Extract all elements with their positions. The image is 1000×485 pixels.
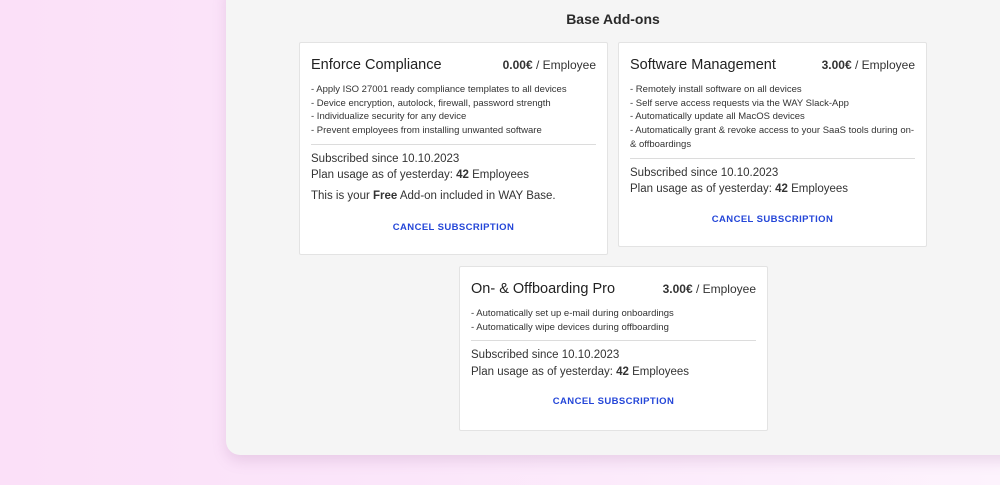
- subscribed-since: Subscribed since 10.10.2023: [471, 349, 620, 362]
- subscribed-since: Subscribed since 10.10.2023: [311, 152, 460, 165]
- feature-item: - Automatically set up e-mail during onboardings: [471, 308, 674, 319]
- feature-item: - Remotely install software on all devices: [630, 84, 802, 95]
- price-amount: 3.00€: [821, 58, 852, 72]
- free-addon-note: [311, 190, 596, 202]
- price-amount: 0.00€: [502, 58, 533, 72]
- subscribed-since: Subscribed since 10.10.2023: [630, 166, 779, 179]
- feature-item: - Individualize security for any device: [311, 111, 467, 123]
- price-unit: / Employee: [692, 282, 756, 296]
- usage-suffix: Employees: [787, 183, 849, 196]
- usage-suffix: Employees: [468, 169, 530, 182]
- card-price: [822, 58, 915, 72]
- subscription-info: [311, 151, 596, 184]
- feature-item: - Self serve access requests via the WAY Slack-App: [630, 97, 849, 109]
- addon-card-enforce-compliance: [299, 42, 608, 255]
- card-header: [630, 57, 915, 73]
- price-amount: 3.00€: [662, 282, 693, 296]
- note-prefix: This is your: [311, 189, 373, 202]
- usage-prefix: Plan usage as of yesterday:: [311, 169, 457, 182]
- usage-count: 42: [775, 183, 788, 196]
- addon-card-software-management: [618, 42, 927, 247]
- addon-card-onboarding-pro: [459, 266, 768, 431]
- cancel-subscription-button[interactable]: CANCEL SUBSCRIPTION: [392, 221, 515, 233]
- plan-usage: [630, 181, 915, 198]
- card-title: On- & Offboarding Pro: [471, 281, 616, 297]
- feature-item: - Apply ISO 27001 ready compliance templates to all devices: [311, 84, 567, 95]
- card-title: Software Management: [630, 57, 776, 73]
- price-unit: / Employee: [851, 58, 915, 72]
- subscription-info: [630, 165, 915, 198]
- feature-list: [471, 307, 756, 341]
- usage-count: 42: [616, 365, 629, 378]
- section-title: Base Add-ons: [566, 11, 660, 27]
- feature-item: - Device encryption, autolock, firewall, password strength: [311, 97, 551, 109]
- feature-item: - Automatically grant & revoke access to your SaaS tools during on- & offboardings: [630, 125, 915, 150]
- feature-item: - Prevent employees from installing unwanted software: [311, 125, 542, 137]
- price-unit: / Employee: [532, 58, 596, 72]
- plan-usage: [471, 364, 756, 381]
- plan-usage: [311, 167, 596, 184]
- subscription-info: [471, 347, 756, 380]
- feature-item: - Automatically wipe devices during offboarding: [471, 321, 669, 333]
- usage-prefix: Plan usage as of yesterday:: [630, 183, 776, 196]
- card-price: [503, 58, 596, 72]
- card-header: [311, 57, 596, 73]
- usage-suffix: Employees: [628, 365, 690, 378]
- cancel-subscription-button[interactable]: CANCEL SUBSCRIPTION: [711, 213, 834, 225]
- feature-list: [630, 83, 915, 159]
- note-suffix: Add-on included in WAY Base.: [397, 189, 556, 202]
- feature-item: - Automatically update all MacOS devices: [630, 111, 805, 123]
- cancel-subscription-button[interactable]: CANCEL SUBSCRIPTION: [552, 396, 675, 408]
- card-title: Enforce Compliance: [311, 57, 442, 73]
- usage-count: 42: [456, 169, 469, 182]
- feature-list: [311, 83, 596, 145]
- usage-prefix: Plan usage as of yesterday:: [471, 365, 617, 378]
- card-price: [663, 282, 756, 296]
- card-header: [471, 281, 756, 297]
- note-bold: Free: [373, 189, 398, 202]
